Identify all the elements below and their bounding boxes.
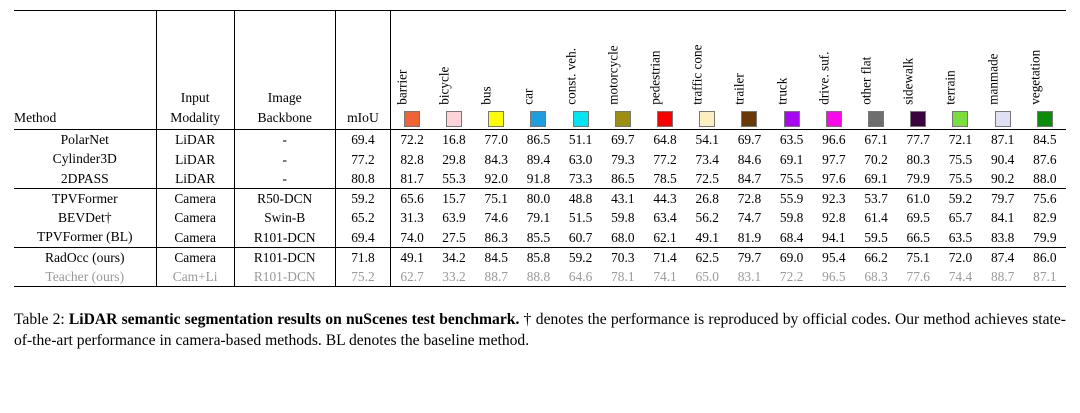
row-value: 26.8 — [686, 188, 728, 208]
row-image-backbone: - — [234, 169, 335, 189]
row-value: 94.1 — [822, 229, 846, 245]
row-image-backbone: R101-DCN — [234, 267, 335, 287]
class-label: terrain — [942, 70, 958, 105]
header-class-const-veh- — [560, 11, 602, 130]
row-value: 72.5 — [695, 170, 719, 186]
header-class-bicycle — [433, 11, 475, 130]
row-value: 61.0 — [897, 188, 939, 208]
row-value: 91.8 — [526, 170, 551, 186]
row-value: 56.2 — [695, 210, 719, 226]
row-value: 16.8 — [433, 130, 475, 150]
row-value: 59.8 — [611, 210, 635, 226]
row-value: 92.0 — [484, 170, 508, 186]
row-value: 78.5 — [653, 170, 677, 186]
row-value: 63.0 — [568, 151, 593, 167]
row-value: 87.1 — [982, 130, 1024, 150]
row-method-name: RadOcc (ours) — [14, 247, 156, 267]
row-method-name: Teacher (ours) — [14, 267, 156, 287]
header-class-motorcycle — [602, 11, 644, 130]
class-label: bicycle — [436, 66, 452, 105]
class-color-swatch — [615, 111, 631, 127]
row-value: 72.1 — [939, 130, 981, 150]
row-value: 86.5 — [611, 170, 635, 186]
row-value: 92.3 — [813, 188, 855, 208]
row-value: 77.6 — [897, 267, 939, 287]
row-image-backbone: R101-DCN — [234, 227, 335, 247]
row-method-name: 2DPASS — [60, 170, 109, 186]
row-miou: 69.4 — [335, 227, 391, 247]
row-value: 68.0 — [611, 229, 635, 245]
row-miou: 65.2 — [335, 208, 391, 227]
class-color-swatch — [404, 111, 420, 127]
row-value: 15.7 — [433, 188, 475, 208]
header-class-car — [517, 11, 559, 130]
row-value: 69.0 — [771, 247, 813, 267]
class-color-swatch — [741, 111, 757, 127]
header-class-trailer — [728, 11, 770, 130]
row-value: 92.8 — [822, 210, 846, 226]
row-input-modality: Camera — [156, 188, 234, 208]
row-value: 66.2 — [855, 247, 897, 267]
row-value: 62.5 — [686, 247, 728, 267]
row-method-name: TPVFormer — [14, 188, 156, 208]
row-value: 75.1 — [475, 188, 517, 208]
row-miou: 59.2 — [335, 188, 391, 208]
row-value: 84.5 — [475, 247, 517, 267]
row-value: 75.5 — [948, 151, 973, 167]
header-method: Method — [14, 11, 156, 130]
row-method-name: BEVDet† — [57, 210, 112, 226]
row-value: 82.8 — [391, 149, 433, 168]
row-value: 79.3 — [611, 151, 635, 167]
header-class-other-flat — [855, 11, 897, 130]
row-miou: 75.2 — [335, 267, 391, 287]
row-method-name: PolarNet — [14, 130, 156, 150]
row-method-name: Cylinder3D — [52, 151, 117, 167]
row-value: 95.4 — [813, 247, 855, 267]
row-value: 88.8 — [517, 267, 559, 287]
row-value: 89.4 — [526, 151, 551, 167]
row-value: 44.3 — [644, 188, 686, 208]
row-value: 86.5 — [517, 130, 559, 150]
row-value: 75.6 — [1024, 188, 1066, 208]
row-input-modality: Camera — [156, 208, 234, 227]
class-label: bus — [478, 86, 494, 105]
row-image-backbone: - — [234, 149, 335, 168]
class-label: trailer — [731, 73, 747, 105]
row-value: 75.5 — [779, 170, 804, 186]
row-input-modality: LiDAR — [156, 149, 234, 168]
header-class-truck — [771, 11, 813, 130]
class-label: car — [520, 88, 536, 105]
row-value: 77.7 — [897, 130, 939, 150]
row-value: 88.0 — [1033, 170, 1057, 186]
row-input-modality: Cam+Li — [156, 267, 234, 287]
table-row — [14, 188, 1066, 208]
row-value: 84.1 — [990, 210, 1015, 226]
row-value: 81.7 — [391, 169, 433, 189]
row-value: 51.5 — [568, 210, 593, 226]
row-value: 79.1 — [526, 210, 551, 226]
row-value: 63.5 — [771, 130, 813, 150]
row-value: 86.0 — [1024, 247, 1066, 267]
row-input-modality: LiDAR — [156, 169, 234, 189]
class-label: const. veh. — [562, 48, 578, 105]
row-value: 85.5 — [526, 229, 551, 245]
row-value: 65.0 — [686, 267, 728, 287]
row-value: 60.7 — [568, 229, 593, 245]
caption-label: Table 2: — [14, 311, 65, 329]
row-value: 74.6 — [484, 210, 508, 226]
row-value: 59.2 — [560, 247, 602, 267]
class-color-swatch — [573, 111, 589, 127]
row-image-backbone: R50-DCN — [234, 188, 335, 208]
row-value: 65.7 — [948, 210, 973, 226]
row-value: 74.7 — [737, 210, 762, 226]
row-value: 69.5 — [906, 210, 930, 226]
class-color-swatch — [488, 111, 504, 127]
row-value: 34.2 — [433, 247, 475, 267]
row-value: 59.2 — [939, 188, 981, 208]
class-label: manmade — [984, 53, 1000, 105]
row-value: 97.7 — [822, 151, 846, 167]
class-label: truck — [773, 77, 789, 105]
table-header-row — [14, 11, 1066, 130]
header-class-traffic-cone — [686, 11, 728, 130]
row-value: 55.9 — [771, 188, 813, 208]
row-value: 84.3 — [484, 151, 508, 167]
class-label: vegetation — [1027, 50, 1043, 105]
caption-rest: † denotes the performance is reproduced by official codes. Our method achieves state-of-the-art performance in camera-based methods. BL denotes the baseline method. — [14, 311, 1066, 350]
row-value: 90.4 — [990, 151, 1015, 167]
row-value: 54.1 — [686, 130, 728, 150]
header-class-drive-suf- — [813, 11, 855, 130]
class-label: sidewalk — [900, 58, 916, 105]
row-value: 65.6 — [391, 188, 433, 208]
row-value: 83.8 — [990, 229, 1015, 245]
caption-title: LiDAR semantic segmentation results on nuScenes test benchmark. — [68, 311, 520, 329]
class-label: traffic cone — [689, 44, 705, 105]
row-value: 43.1 — [602, 188, 644, 208]
class-color-swatch — [910, 111, 926, 127]
row-value: 59.5 — [864, 229, 888, 245]
row-value: 77.2 — [653, 151, 677, 167]
row-value: 48.8 — [560, 188, 602, 208]
table-row — [14, 267, 1066, 287]
row-value: 66.5 — [906, 229, 930, 245]
table-row — [14, 169, 1066, 189]
row-value: 74.1 — [644, 267, 686, 287]
header-class-vegetation — [1024, 11, 1066, 130]
row-value: 68.4 — [779, 229, 804, 245]
class-color-swatch — [1037, 111, 1053, 127]
class-color-swatch — [826, 111, 842, 127]
row-value: 79.7 — [982, 188, 1024, 208]
class-color-swatch — [784, 111, 800, 127]
row-value: 79.9 — [1033, 229, 1057, 245]
row-method-name: TPVFormer (BL) — [37, 229, 133, 245]
row-input-modality: Camera — [156, 247, 234, 267]
row-value: 97.6 — [822, 170, 846, 186]
row-image-backbone: - — [234, 130, 335, 150]
row-value: 80.3 — [906, 151, 930, 167]
row-value: 62.7 — [391, 267, 433, 287]
class-color-swatch — [530, 111, 546, 127]
row-value: 72.2 — [771, 267, 813, 287]
results-table — [14, 10, 1066, 287]
header-class-bus — [475, 11, 517, 130]
header-class-manmade — [982, 11, 1024, 130]
row-value: 73.4 — [695, 151, 719, 167]
class-color-swatch — [995, 111, 1011, 127]
table-row — [14, 247, 1066, 267]
header-input-modality: Input Modality — [156, 11, 234, 130]
table-row — [14, 149, 1066, 168]
row-value: 67.1 — [855, 130, 897, 150]
row-value: 80.0 — [517, 188, 559, 208]
row-value: 84.7 — [737, 170, 762, 186]
table-row — [14, 130, 1066, 150]
row-value: 64.6 — [560, 267, 602, 287]
row-value: 68.3 — [855, 267, 897, 287]
row-value: 74.0 — [391, 227, 433, 247]
row-value: 73.3 — [568, 170, 593, 186]
row-value: 79.7 — [728, 247, 770, 267]
row-value: 63.4 — [653, 210, 677, 226]
row-miou: 80.8 — [335, 169, 391, 189]
row-value: 31.3 — [391, 208, 433, 227]
class-color-swatch — [657, 111, 673, 127]
class-label: pedestrian — [647, 50, 663, 105]
row-value: 82.9 — [1033, 210, 1057, 226]
row-value: 84.6 — [737, 151, 762, 167]
row-value: 81.9 — [737, 229, 762, 245]
row-value: 70.3 — [602, 247, 644, 267]
row-miou: 69.4 — [335, 130, 391, 150]
class-color-swatch — [868, 111, 884, 127]
row-value: 88.7 — [475, 267, 517, 287]
row-value: 72.2 — [391, 130, 433, 150]
table-row — [14, 227, 1066, 247]
row-image-backbone: Swin-B — [234, 208, 335, 227]
row-value: 33.2 — [433, 267, 475, 287]
row-value: 69.1 — [864, 170, 888, 186]
class-color-swatch — [699, 111, 715, 127]
row-miou: 71.8 — [335, 247, 391, 267]
table-caption — [14, 309, 1066, 351]
row-value: 88.7 — [982, 267, 1024, 287]
row-value: 71.4 — [644, 247, 686, 267]
row-value: 96.5 — [813, 267, 855, 287]
row-value: 55.3 — [442, 170, 466, 186]
row-value: 84.5 — [1024, 130, 1066, 150]
row-value: 87.4 — [982, 247, 1024, 267]
class-color-swatch — [446, 111, 462, 127]
row-value: 70.2 — [864, 151, 888, 167]
row-value: 75.1 — [897, 247, 939, 267]
row-value: 74.4 — [939, 267, 981, 287]
row-value: 78.1 — [602, 267, 644, 287]
header-class-pedestrian — [644, 11, 686, 130]
row-value: 87.6 — [1033, 151, 1057, 167]
class-label: motorcycle — [605, 45, 621, 105]
class-label: drive. suf. — [816, 51, 832, 105]
row-value: 83.1 — [728, 267, 770, 287]
row-value: 96.6 — [813, 130, 855, 150]
row-value: 59.8 — [779, 210, 804, 226]
table-row — [14, 208, 1066, 227]
class-label: barrier — [394, 69, 410, 105]
row-value: 62.1 — [653, 229, 677, 245]
row-value: 85.8 — [517, 247, 559, 267]
row-value: 64.8 — [644, 130, 686, 150]
row-miou: 77.2 — [335, 149, 391, 168]
class-color-swatch — [952, 111, 968, 127]
row-value: 72.0 — [939, 247, 981, 267]
row-value: 29.8 — [442, 151, 466, 167]
row-input-modality: LiDAR — [156, 130, 234, 150]
row-value: 27.5 — [442, 229, 466, 245]
row-value: 51.1 — [560, 130, 602, 150]
row-value: 61.4 — [864, 210, 888, 226]
row-value: 77.0 — [475, 130, 517, 150]
row-value: 69.7 — [728, 130, 770, 150]
row-value: 69.1 — [779, 151, 804, 167]
header-class-terrain — [939, 11, 981, 130]
class-label: other flat — [858, 57, 874, 105]
row-input-modality: Camera — [156, 227, 234, 247]
row-value: 72.8 — [728, 188, 770, 208]
row-value: 87.1 — [1024, 267, 1066, 287]
row-value: 53.7 — [855, 188, 897, 208]
header-class-sidewalk — [897, 11, 939, 130]
header-miou: mIoU — [335, 11, 391, 130]
header-image-backbone: Image Backbone — [234, 11, 335, 130]
row-value: 63.5 — [948, 229, 973, 245]
row-value: 90.2 — [990, 170, 1015, 186]
row-value: 49.1 — [695, 229, 719, 245]
row-value: 75.5 — [948, 170, 973, 186]
header-class-barrier — [391, 11, 433, 130]
row-value: 79.9 — [906, 170, 930, 186]
row-value: 63.9 — [442, 210, 466, 226]
row-value: 49.1 — [391, 247, 433, 267]
row-value: 69.7 — [602, 130, 644, 150]
row-value: 86.3 — [484, 229, 508, 245]
row-image-backbone: R101-DCN — [234, 247, 335, 267]
